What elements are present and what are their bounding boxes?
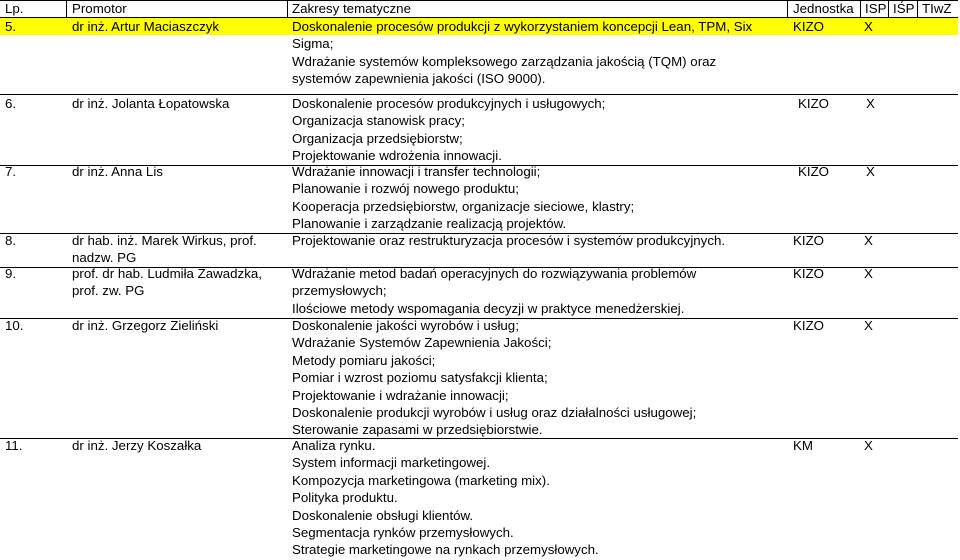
table-row[interactable] bbox=[0, 265, 958, 319]
topic-line: Pomiar i wzrost poziomu satysfakcji klienta; bbox=[292, 370, 548, 386]
topic-line: przemysłowych; bbox=[292, 283, 387, 299]
topic-line: Doskonalenie procesów produkcji z wykorzystaniem koncepcji Lean, TPM, Six bbox=[292, 19, 753, 34]
row-jednostka: KIZO bbox=[793, 19, 825, 34]
topic-line: Projektowanie wdrożenia innowacji. bbox=[292, 148, 502, 164]
table-row[interactable] bbox=[0, 317, 958, 439]
header-tiwz[interactable]: TIwZ bbox=[922, 1, 952, 16]
topic-line: Polityka produktu. bbox=[292, 490, 398, 506]
table-row[interactable] bbox=[0, 95, 958, 166]
row-topics bbox=[292, 265, 696, 317]
topic-line: Doskonalenie procesów produkcyjnych i usługowych; bbox=[292, 96, 606, 111]
row-jednostka: KIZO bbox=[798, 96, 830, 111]
row-jednostka: KM bbox=[793, 438, 813, 453]
row-lp: 5. bbox=[5, 19, 17, 34]
header-row bbox=[0, 0, 958, 18]
topic-line: Kooperacja przedsiębiorstw, organizacje sieciowe, klastry; bbox=[292, 198, 635, 214]
row-promotor bbox=[72, 232, 257, 267]
row-promotor: dr inż. Jerzy Koszałka bbox=[72, 438, 202, 453]
row-mark: X bbox=[864, 438, 873, 453]
topic-line: Ilościowe metody wspomagania decyzji w praktyce menedżerskiej. bbox=[292, 300, 685, 316]
column-divider bbox=[860, 1, 861, 18]
table-row[interactable] bbox=[0, 163, 958, 234]
row-mark: X bbox=[866, 96, 875, 111]
topic-line: Wdrażanie metod badań operacyjnych do rozwiązywania problemów bbox=[292, 266, 697, 281]
header-promotor[interactable]: Promotor bbox=[72, 1, 127, 16]
header-lp[interactable]: Lp. bbox=[5, 1, 24, 16]
row-topics bbox=[292, 95, 605, 165]
topic-line: Kompozycja marketingowa (marketing mix). bbox=[292, 472, 550, 488]
table-row[interactable] bbox=[0, 437, 958, 558]
topic-line: Planowanie i rozwój nowego produktu; bbox=[292, 181, 519, 197]
topic-line: Sigma; bbox=[292, 36, 334, 52]
row-topics bbox=[292, 18, 752, 88]
row-jednostka: KIZO bbox=[793, 318, 825, 333]
row-lp: 9. bbox=[5, 266, 17, 281]
topic-line: System informacji marketingowej. bbox=[292, 455, 491, 471]
row-mark: X bbox=[866, 164, 875, 179]
row-topics bbox=[292, 317, 696, 439]
promotor-line: prof. dr hab. Ludmiła Zawadzka, bbox=[72, 266, 262, 281]
table-row[interactable] bbox=[0, 18, 958, 95]
column-divider bbox=[917, 1, 918, 18]
topic-line: Metody pomiaru jakości; bbox=[292, 352, 436, 368]
topic-line: Organizacja stanowisk pracy; bbox=[292, 113, 465, 129]
row-lp: 11. bbox=[5, 438, 23, 453]
promotor-line: prof. zw. PG bbox=[72, 283, 145, 299]
topic-line: Planowanie i zarządzanie realizacją projektów. bbox=[292, 216, 567, 232]
topic-line: Projektowanie oraz restrukturyzacja procesów i systemów produkcyjnych. bbox=[292, 233, 726, 248]
row-mark: X bbox=[864, 318, 873, 333]
topic-line: Organizacja przedsiębiorstw; bbox=[292, 130, 463, 146]
promotor-line: nadzw. PG bbox=[72, 250, 137, 266]
row-mark: X bbox=[864, 266, 873, 281]
header-isp2[interactable]: IŚP bbox=[893, 1, 915, 16]
row-lp: 6. bbox=[5, 96, 17, 111]
row-jednostka: KIZO bbox=[793, 233, 825, 248]
row-topics bbox=[292, 232, 725, 249]
row-promotor bbox=[72, 265, 262, 300]
topic-line: Analiza rynku. bbox=[292, 438, 376, 453]
row-topics bbox=[292, 163, 634, 233]
topic-line: Sterowanie zapasami w przedsiębiorstwie. bbox=[292, 422, 543, 438]
row-promotor: dr inż. Grzegorz Zieliński bbox=[72, 318, 219, 333]
row-lp: 8. bbox=[5, 233, 17, 248]
header-zakresy[interactable]: Zakresy tematyczne bbox=[292, 1, 411, 16]
row-jednostka: KIZO bbox=[793, 266, 825, 281]
topic-line: systemów zapewnienia jakości (ISO 9000). bbox=[292, 71, 546, 87]
topic-line: Segmentacja rynków przemysłowych. bbox=[292, 525, 514, 541]
topic-line: Wdrażanie Systemów Zapewnienia Jakości; bbox=[292, 335, 552, 351]
row-lp: 10. bbox=[5, 318, 24, 333]
topic-line: Doskonalenie produkcji wyrobów i usług oraz działalności usługowej; bbox=[292, 405, 697, 421]
row-jednostka: KIZO bbox=[798, 164, 830, 179]
topic-line: Projektowanie i wdrażanie innowacji; bbox=[292, 387, 509, 403]
row-mark: X bbox=[864, 233, 873, 248]
row-mark: X bbox=[864, 19, 873, 34]
topic-line: Wdrażanie innowacji i transfer technologii; bbox=[292, 164, 541, 179]
row-promotor: dr inż. Jolanta Łopatowska bbox=[72, 96, 230, 111]
promotor-line: dr hab. inż. Marek Wirkus, prof. bbox=[72, 233, 257, 248]
column-divider bbox=[66, 1, 67, 18]
header-isp[interactable]: ISP bbox=[865, 1, 887, 16]
row-lp: 7. bbox=[5, 164, 17, 179]
table-row[interactable] bbox=[0, 232, 958, 268]
row-promotor: dr inż. Anna Lis bbox=[72, 164, 163, 179]
topic-line: Doskonalenie jakości wyrobów i usług; bbox=[292, 318, 519, 333]
topic-line: Wdrażanie systemów kompleksowego zarządzania jakością (TQM) oraz bbox=[292, 53, 717, 69]
row-topics bbox=[292, 437, 599, 559]
topic-line: Doskonalenie obsługi klientów. bbox=[292, 507, 474, 523]
column-divider bbox=[287, 1, 288, 18]
header-jednostka[interactable]: Jednostka bbox=[793, 1, 854, 16]
column-divider bbox=[787, 1, 788, 18]
topic-line: Strategie marketingowe na rynkach przemysłowych. bbox=[292, 542, 599, 558]
column-divider bbox=[888, 1, 889, 18]
row-promotor: dr inż. Artur Maciaszczyk bbox=[72, 19, 220, 34]
